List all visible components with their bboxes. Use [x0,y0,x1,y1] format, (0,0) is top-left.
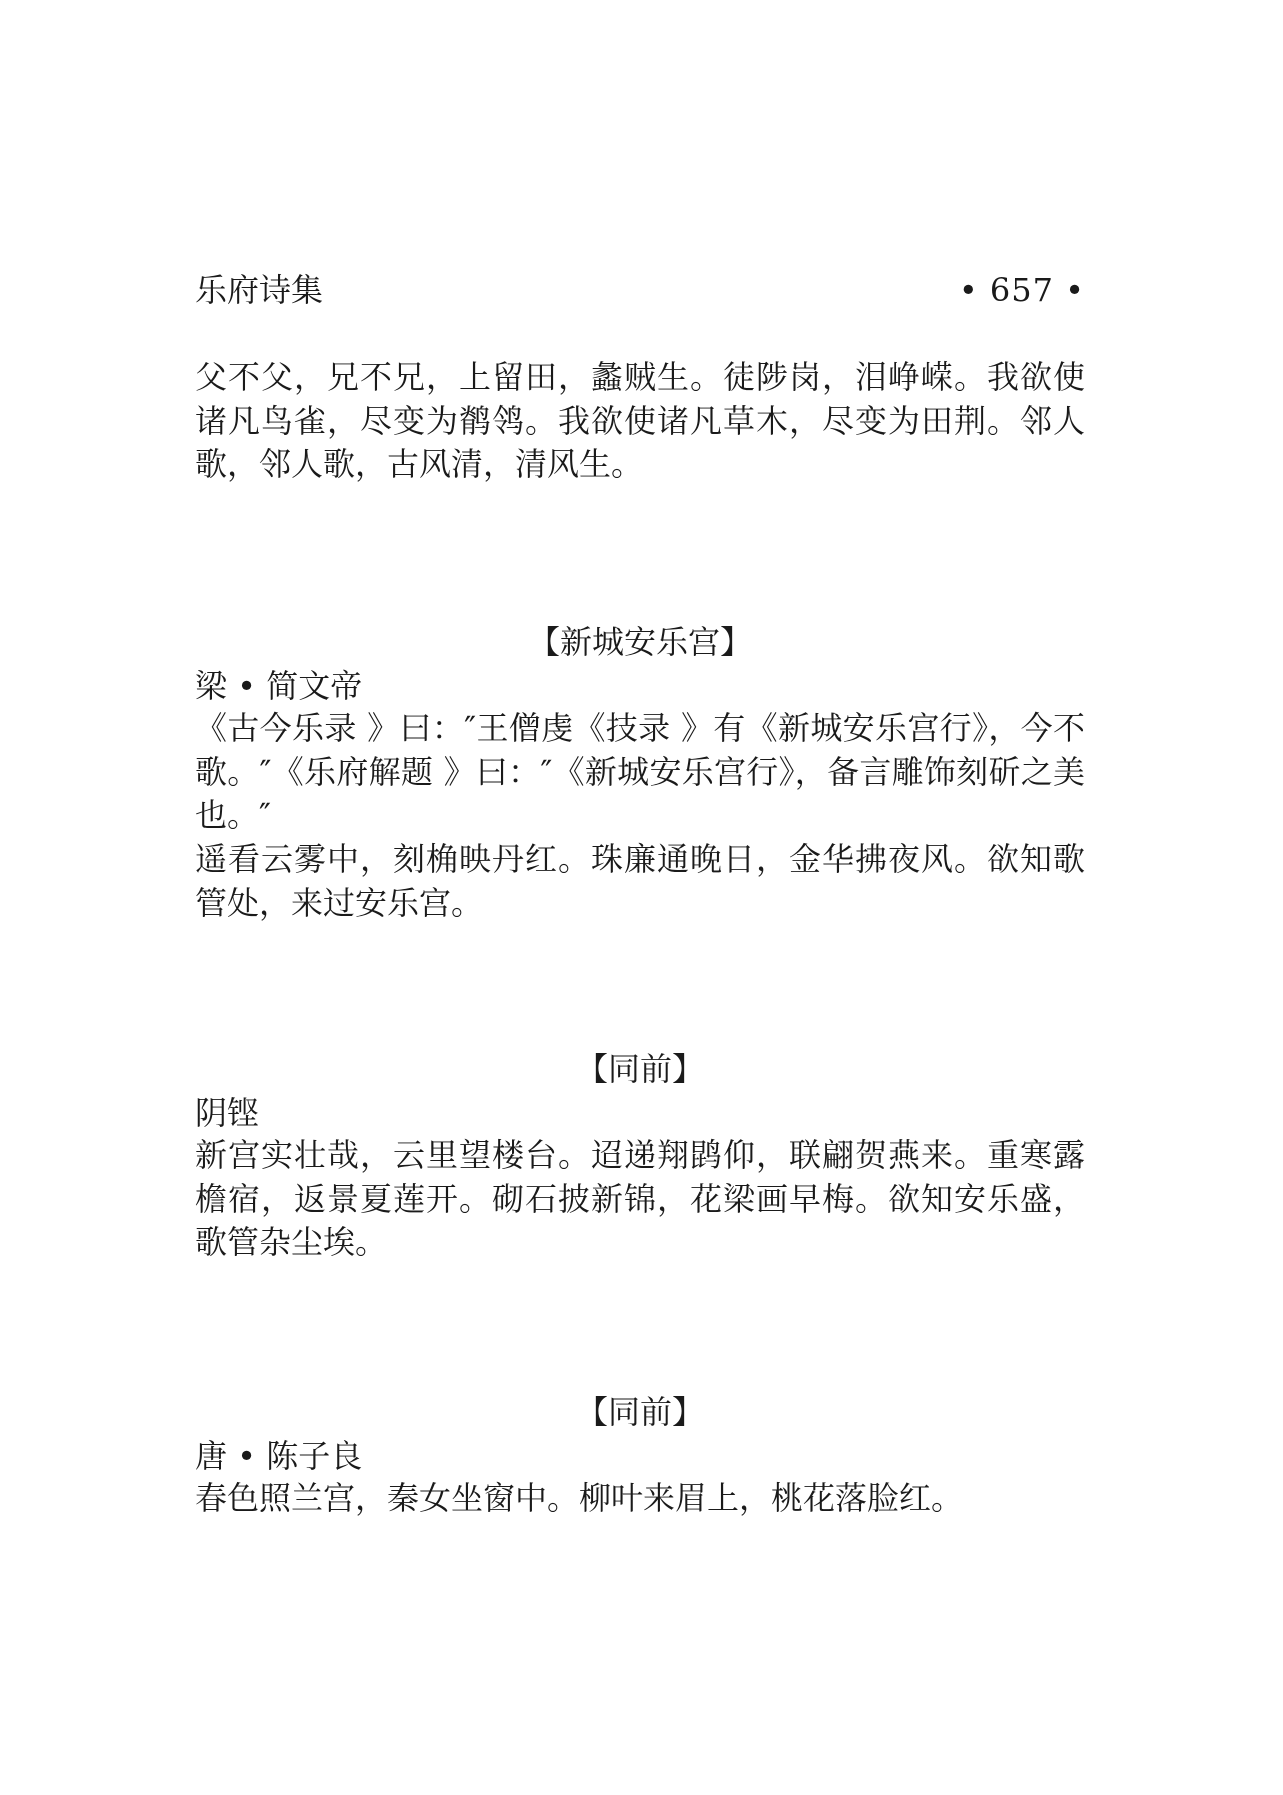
page-number: • 657 • [958,271,1085,309]
book-title: 乐府诗集 [195,271,324,309]
section-author: 阴铿 [195,1094,260,1132]
section-poem: 春色照兰宫，秦女坐窗中。柳叶来眉上，桃花落脸红。 [195,1479,964,1517]
section-title: 【新城安乐宫】 [527,623,752,661]
section-author: 唐 • 陈子良 [195,1437,363,1475]
section-poem: 新宫实壮哉，云里望楼台。迢递翔鹍仰，联翩贺燕来。重寒露檐宿，返景夏莲开。砌石披新锦，花梁画早梅。欲知安乐盛，歌管杂尘埃。 [195,1136,1085,1261]
running-head [195,268,1085,312]
section-title: 【同前】 [575,1050,704,1088]
continuation-poem: 父不父，兄不兄，上留田，蠡贼生。徒陟岗，泪峥嵘。我欲使诸凡鸟雀，尽变为鹡鸰。我欲使诸凡草木，尽变为田荆。邻人歌，邻人歌，古风清，清风生。 [195,358,1085,483]
section-poem: 遥看云雾中，刻桷映丹红。珠廉通晚日，金华拂夜风。欲知歌管处，来过安乐宫。 [195,840,1085,922]
section-title: 【同前】 [575,1393,704,1431]
section-author: 梁 • 简文帝 [195,667,363,705]
section-preface: 《古今乐录 》曰：″王僧虔《技录 》有《新城安乐宫行》，今不歌。″《乐府解题 》曰：″《新城安乐宫行》，备言雕饰刻斫之美也。″ [195,709,1085,834]
